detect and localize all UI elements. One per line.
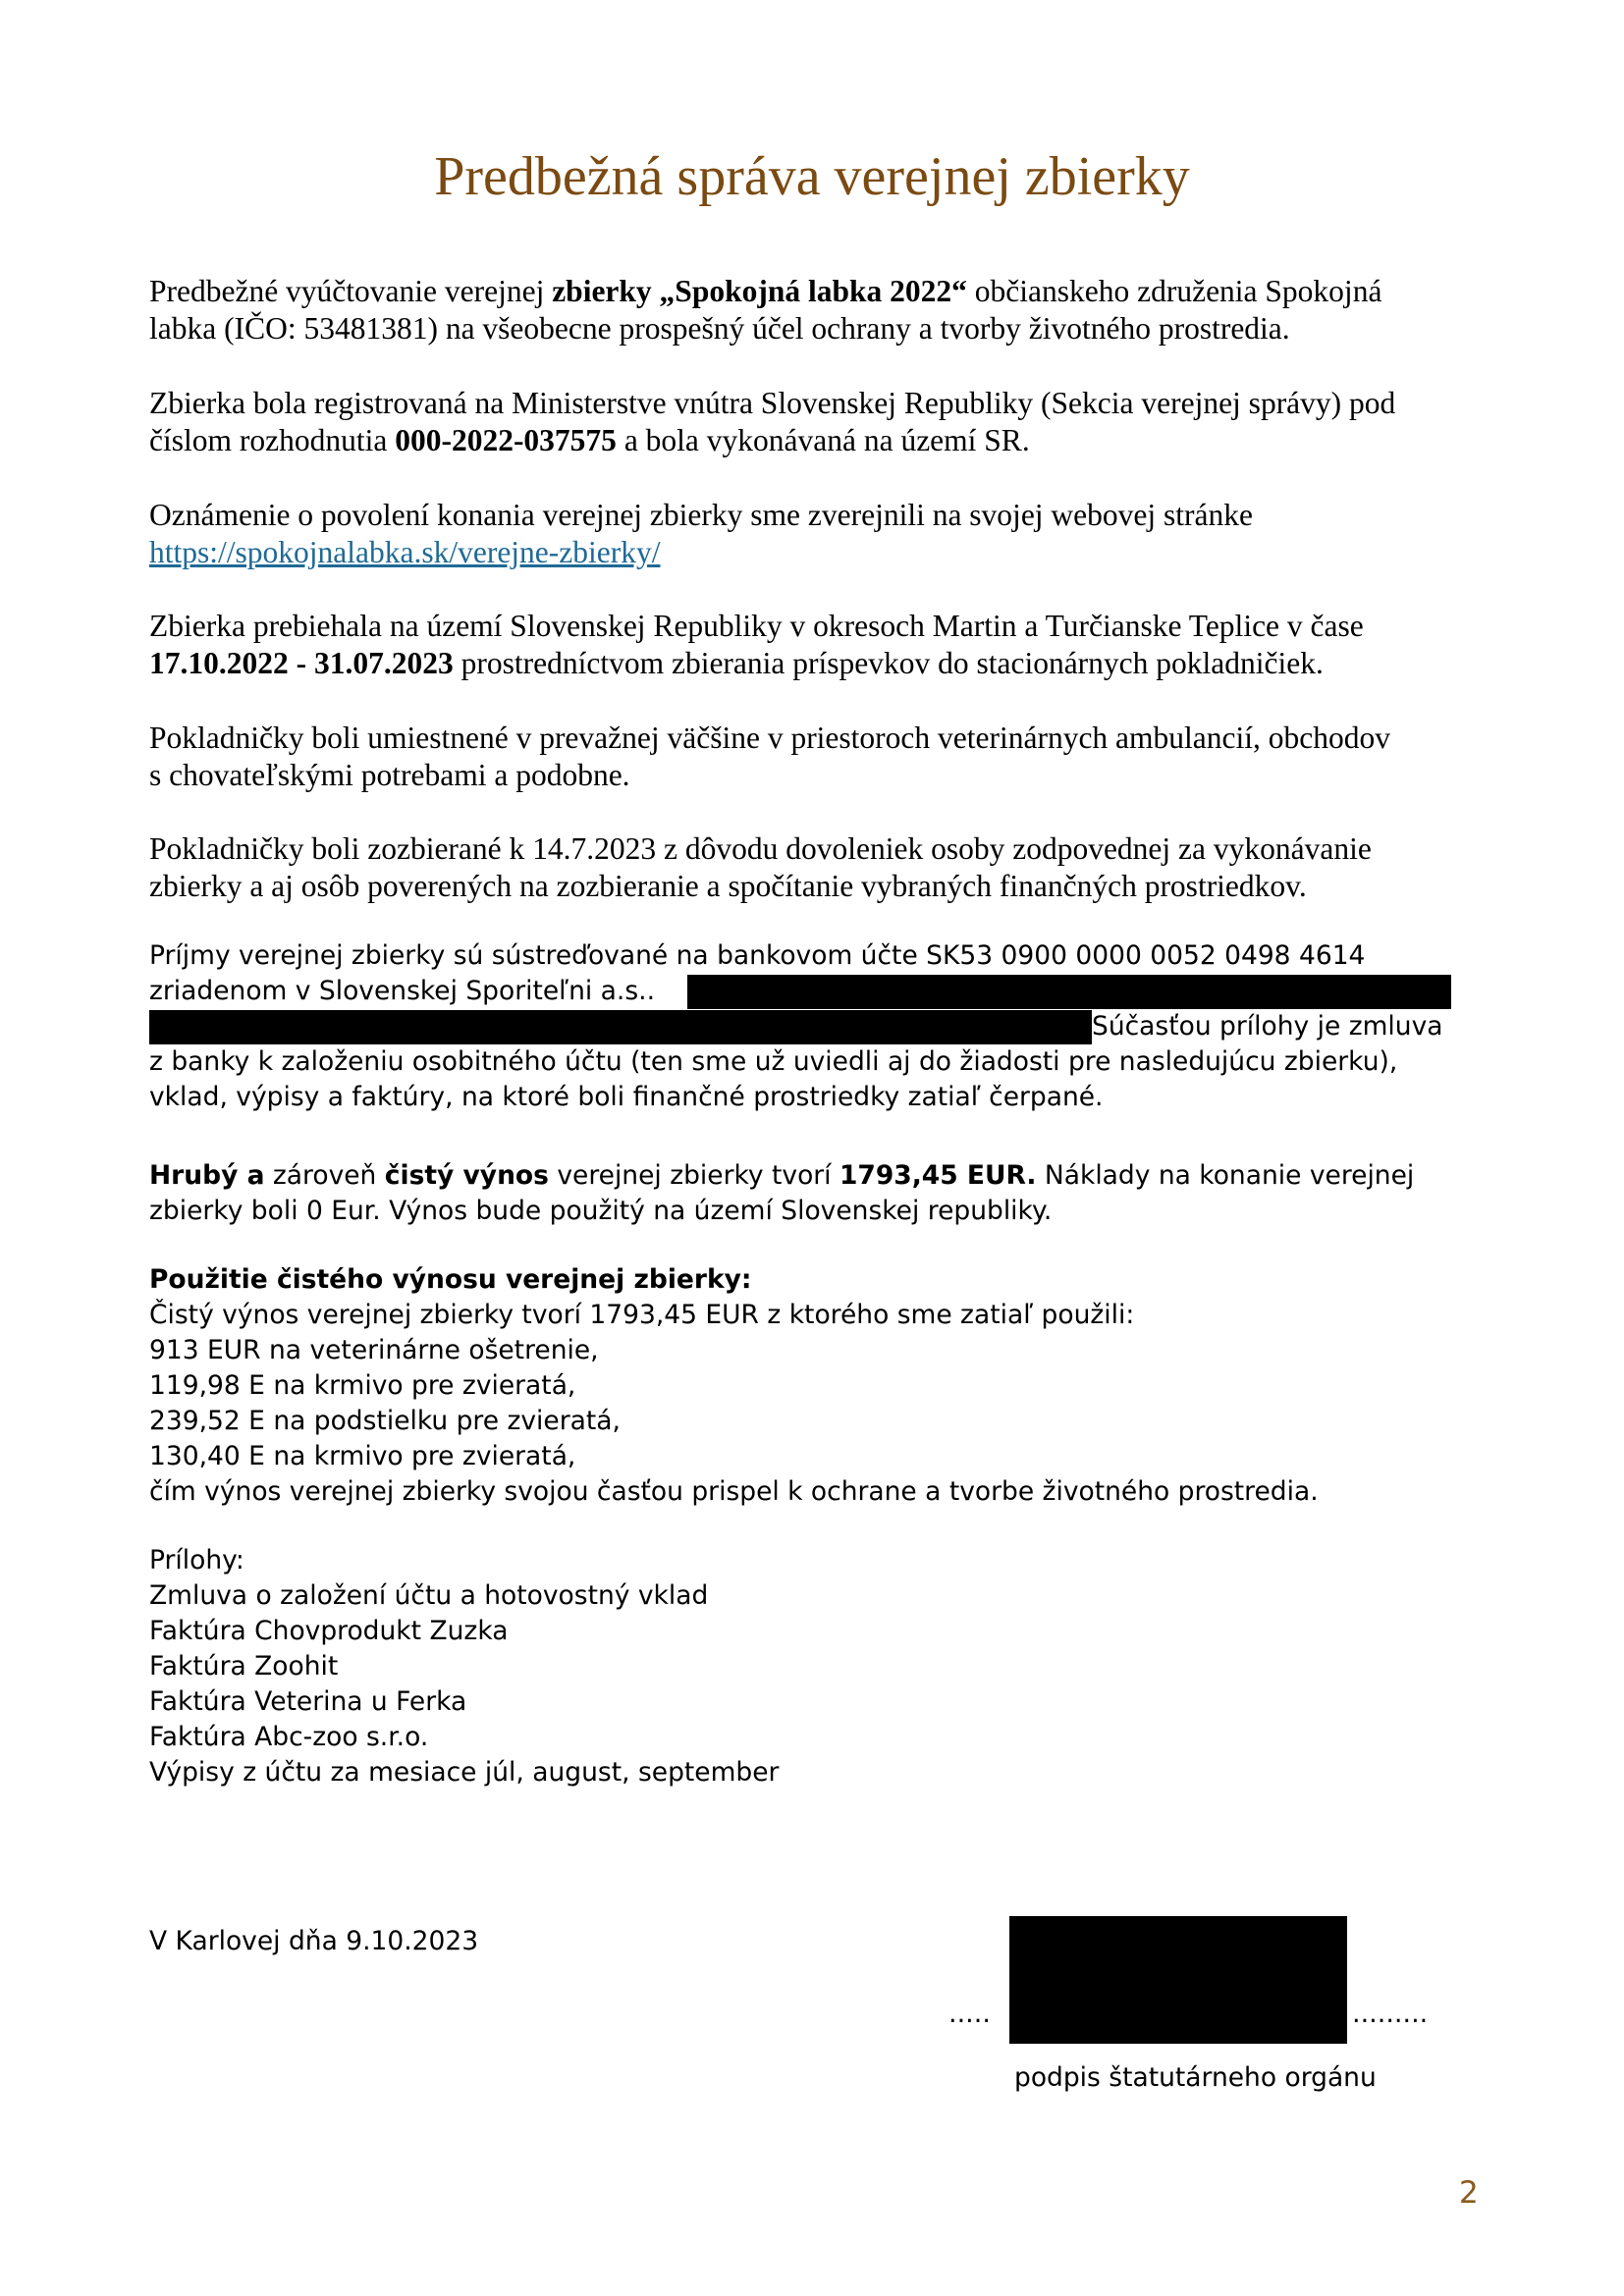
intro-text-cont: občianskeho združenia Spokojná <box>966 274 1382 308</box>
paragraph-registration <box>149 385 1494 459</box>
announcement-text: Oznámenie o povolení konania verejnej zbierky sme zverejnili na svojej webovej stránke <box>149 498 1253 532</box>
paragraph-period <box>149 608 1494 682</box>
redaction-block <box>687 975 1451 1009</box>
placement-text: Pokladničky boli umiestnené v prevažnej väčšine v priestoroch veterinárnych ambulancií, obchodov <box>149 721 1390 755</box>
attachment-item: Výpisy z účtu za mesiace júl, august, september <box>149 1757 780 1788</box>
usage-line: 119,98 E na krmivo pre zvieratá, <box>149 1370 576 1401</box>
page-number: 2 <box>1459 2175 1479 2211</box>
usage-section <box>149 1262 1494 1510</box>
attachment-item: Faktúra Abc-zoo s.r.o. <box>149 1722 429 1752</box>
usage-line: 913 EUR na veterinárne ošetrenie, <box>149 1335 599 1365</box>
costs-text: Náklady na konanie verejnej <box>1036 1160 1415 1191</box>
collection-text: Pokladničky boli zozbierané k 14.7.2023 z dôvodu dovoleniek osoby zodpovednej za vykonávanie <box>149 831 1372 866</box>
usage-line: čím výnos verejnej zbierky svojou časťou prispel k ochrane a tvorbe životného prostredia. <box>149 1476 1319 1507</box>
paragraph-intro <box>149 273 1494 347</box>
proceeds-amount: 1793,45 EUR. <box>839 1160 1037 1191</box>
collection-name: zbierky „Spokojná labka 2022“ <box>552 274 967 308</box>
attachments-section <box>149 1543 1494 1790</box>
paragraph-placement <box>149 720 1494 794</box>
website-link[interactable]: https://spokojnalabka.sk/verejne-zbierky/ <box>149 535 661 569</box>
proceeds-text: zároveň <box>264 1160 385 1191</box>
signature-caption: podpis štatutárneho orgánu <box>1014 2062 1377 2093</box>
signature-dots-left: ..... <box>948 1999 991 2029</box>
attachments-heading: Prílohy: <box>149 1545 244 1575</box>
attachment-item: Faktúra Chovprodukt Zuzka <box>149 1616 509 1646</box>
registration-text: Zbierka bola registrovaná na Ministerstve vnútra Slovenskej Republiky (Sekcia verejnej správy) pod <box>149 386 1396 420</box>
bank-text-line5: vklad, výpisy a faktúry, na ktoré boli finančné prostriedky zatiaľ čerpané. <box>149 1082 1104 1112</box>
attachment-item: Zmluva o založení účtu a hotovostný vklad <box>149 1580 709 1611</box>
bank-text-line2: zriadenom v Slovenskej Sporiteľni a.s.. <box>149 976 656 1006</box>
usage-line: Čistý výnos verejnej zbierky tvorí 1793,45 EUR z ktorého sme zatiaľ použili: <box>149 1300 1135 1330</box>
page-title: Predbežná správa verejnej zbierky <box>434 146 1190 207</box>
paragraph-proceeds <box>149 1158 1494 1229</box>
paragraph-collection <box>149 830 1494 905</box>
redaction-block <box>149 1010 1092 1044</box>
decision-number: 000-2022-037575 <box>395 423 617 457</box>
placement-text-line2: s chovateľskými potrebami a podobne. <box>149 758 630 792</box>
intro-text: Predbežné vyúčtovanie verejnej <box>149 274 553 308</box>
attachment-item: Faktúra Zoohit <box>149 1651 339 1682</box>
bank-text-line4: z banky k založeniu osobitného účtu (ten sme už uviedli aj do žiadosti pre nasledujúcu zbierku), <box>149 1046 1398 1077</box>
registration-text-line2: číslom rozhodnutia <box>149 423 396 457</box>
signature-redaction <box>1009 1916 1347 2044</box>
period-dates: 17.10.2022 - 31.07.2023 <box>149 646 454 680</box>
intro-text-line2: labka (IČO: 53481381) na všeobecne prospešný účel ochrany a tvorby životného prostredia. <box>149 311 1290 346</box>
period-text: Zbierka prebiehala na území Slovenskej Republiky v okresoch Martin a Turčianske Teplice v čase <box>149 609 1364 643</box>
proceeds-text-cont: verejnej zbierky tvorí <box>548 1160 839 1191</box>
paragraph-announcement <box>149 497 1494 571</box>
usage-line: 130,40 E na krmivo pre zvieratá, <box>149 1441 576 1471</box>
place-date: V Karlovej dňa 9.10.2023 <box>149 1926 479 1956</box>
gross-label: Hrubý a <box>149 1160 265 1191</box>
signature-dots-right: ......... <box>1352 1999 1429 2029</box>
net-label: čistý výnos <box>384 1160 549 1191</box>
attachment-item: Faktúra Veterina u Ferka <box>149 1686 467 1717</box>
bank-text: Príjmy verejnej zbierky sú sústreďované na bankovom účte SK53 0900 0000 0052 0498 4614 <box>149 940 1366 971</box>
registration-text-cont: a bola vykonávaná na území SR. <box>616 423 1030 457</box>
usage-line: 239,52 E na podstielku pre zvieratá, <box>149 1406 621 1436</box>
collection-text-line2: zbierky a aj osôb poverených na zozbieranie a spočítanie vybraných finančných prostriedkov. <box>149 869 1307 903</box>
proceeds-text-line2: zbierky boli 0 Eur. Výnos bude použitý na území Slovenskej republiky. <box>149 1196 1053 1226</box>
period-text-cont: prostredníctvom zbierania príspevkov do stacionárnych pokladničiek. <box>453 646 1324 680</box>
usage-heading: Použitie čistého výnosu verejnej zbierky: <box>149 1264 752 1295</box>
bank-attachment-text: Súčasťou prílohy je zmluva <box>1092 1011 1443 1041</box>
